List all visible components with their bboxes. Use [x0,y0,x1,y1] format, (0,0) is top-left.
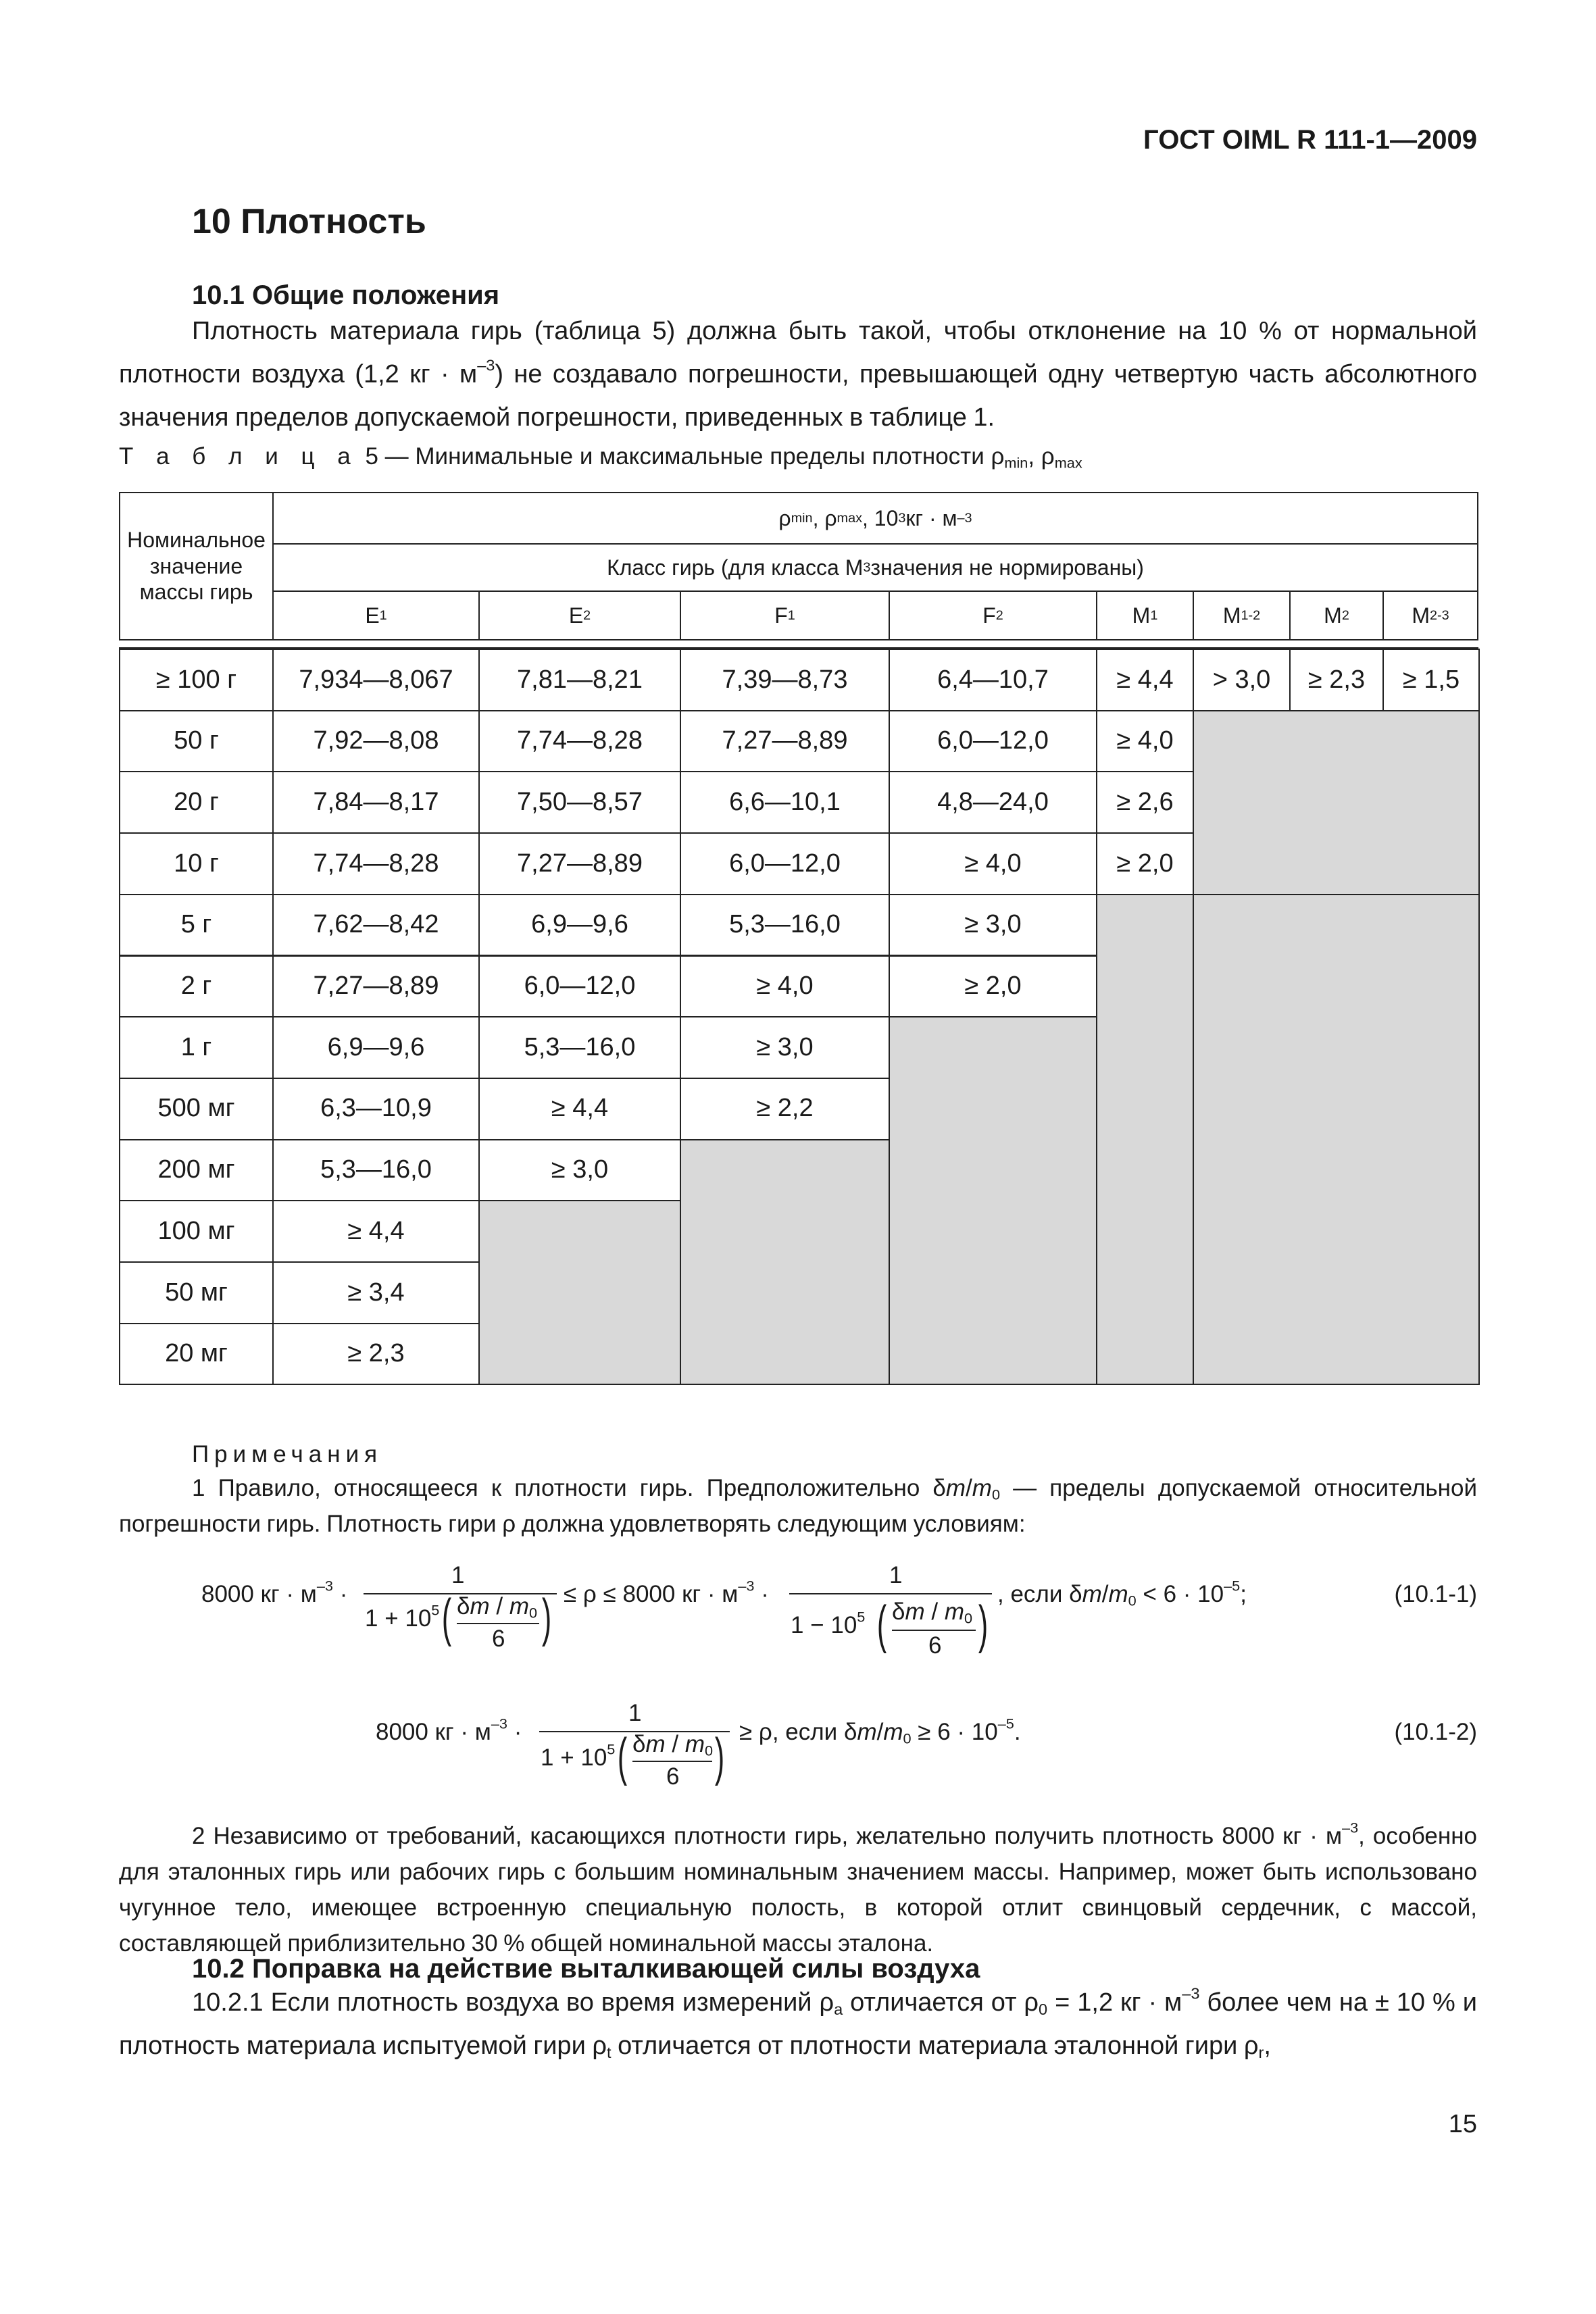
value-cell: 6,3—10,9 [272,1078,480,1140]
value-cell: 7,74—8,28 [272,832,480,895]
formula1-const-left: 8000 кг · $м^{-3}$ · [201,1577,348,1607]
class-e1: E 1 [272,590,480,640]
mass-cell: 50 г [119,710,274,773]
value-cell: ≥ 4,4 [272,1200,480,1263]
value-cell: 7,84—8,17 [272,771,480,834]
subsection-title-10-1: 10.1 Общие положения [192,280,500,310]
formula2-number: (10.1-2) [1394,1719,1477,1745]
value-cell: > 3,0 [1193,649,1291,711]
formula1-inner-num-right: δm / $m_0$ [892,1599,973,1627]
value-cell: ≥ 4,0 [889,832,1097,895]
value-cell: 7,50—8,57 [478,771,681,834]
header-nominal-mass: Номинальное значение массы гирь [119,492,274,640]
value-cell: 5,3—16,0 [272,1139,480,1202]
class-m1-2: M 1-2 [1193,590,1291,640]
value-cell: 7,934—8,067 [272,649,480,711]
value-cell: ≥ 4,0 [1096,710,1194,773]
mass-cell: 2 г [119,955,274,1018]
formula1-numerator-left: 1 [451,1562,465,1588]
subsection-title-10-2: 10.2 Поправка на действие выталкивающей силы воздуха [192,1954,980,1984]
value-cell: 4,8—24,0 [889,771,1097,834]
formula2-numerator: 1 [628,1700,642,1726]
formula1-inner-den-right: 6 [928,1632,942,1659]
value-cell: ≥ 3,0 [680,1016,890,1079]
standard-number: ГОСТ OIML R 111-1—2009 [1143,125,1477,155]
note-2: 2 Независимо от требований, касающихся плотности гирь, желательно получить плотность 8000 кг · $м^{-3}$, особенно для эталонных гирь или рабочих гирь с большим номинальным значением массы. Например, может быть использовано чугунное тело, имеющее встроенную специальную полость, в которой отлит свинцовый сердечник, с массой, составляющей приблизительно 30 % общей номинальной массы эталона. [119,1819,1477,1957]
mass-cell: 100 мг [119,1200,274,1263]
value-cell: 6,9—9,6 [478,894,681,957]
formula1-inner-den-left: 6 [492,1626,505,1652]
class-f1: F 1 [680,590,890,640]
formula2-denom: $1 + 10^5$ [541,1740,616,1771]
value-cell: ≥ 4,4 [478,1078,681,1140]
table-caption [119,443,1082,470]
value-cell: ≥ 3,0 [889,894,1097,957]
mass-cell: 20 г [119,771,274,834]
section-title: 10 Плотность [192,202,426,241]
formula2-condition: ≥ ρ, если $\delta m/m_0 \ge 6 \cdot 10^{-5}$. [739,1715,1021,1747]
class-e2: E 2 [478,590,681,640]
not-applicable-region [478,1200,681,1385]
class-m2-3: M 2-3 [1382,590,1478,640]
value-cell: ≥ 2,0 [889,955,1097,1018]
value-cell: 6,0—12,0 [478,955,681,1018]
value-cell: 5,3—16,0 [478,1016,681,1079]
density-table [119,492,1478,1403]
value-cell: 6,6—10,1 [680,771,890,834]
formula1-number: (10.1-1) [1394,1581,1477,1607]
mass-cell: 200 мг [119,1139,274,1202]
value-cell: 7,39—8,73 [680,649,890,711]
value-cell: 7,27—8,89 [272,955,480,1018]
table-caption-prefix: Т а б л и ц а [119,443,359,470]
not-applicable-region [1193,710,1480,895]
header-class: Класс гирь (для класса M 3 значения не нормированы) [272,543,1478,592]
not-applicable-region [1096,894,1194,1386]
class-f2: F 2 [889,590,1097,640]
formula1-condition: , если $\delta m/m_0 < 6 \cdot 10^{-5}$; [997,1577,1247,1609]
mass-cell: 1 г [119,1016,274,1079]
mass-cell: 10 г [119,832,274,895]
value-cell: 7,92—8,08 [272,710,480,773]
mass-cell: 20 мг [119,1323,274,1386]
value-cell: ≥ 3,0 [478,1139,681,1202]
value-cell: 5,3—16,0 [680,894,890,957]
value-cell: 7,27—8,89 [478,832,681,895]
value-cell: 7,27—8,89 [680,710,890,773]
formula1-denom-left: $1 + 10^5$ [365,1601,440,1632]
table-caption-text: 5 — Минимальные и максимальные пределы плотности $\rho_{min}$, $\rho_{max}$ [365,443,1082,472]
formula1-inner-num-left: δm / $m_0$ [457,1593,538,1621]
formula2-inner-den: 6 [666,1763,680,1790]
notes-caption: Примечания [192,1441,383,1467]
value-cell: 6,4—10,7 [889,649,1097,711]
mass-cell: 50 мг [119,1261,274,1324]
paragraph-10-2-1: 10.2.1 Если плотность воздуха во время измерений $\rho_a$ отличается от $\rho_0 = 1,2$ кг · $м^{-3}$ более чем на ± 10 % и плотность материала испытуемой гири $\rho_t$ отличается от плотности материала эталонной гири $\rho_r$, [119,1984,1477,2061]
value-cell: ≥ 2,3 [1289,649,1384,711]
mass-cell: 5 г [119,894,274,957]
formula1-middle: ≤ ρ ≤ 8000 кг · $м^{-3}$ · [564,1577,769,1607]
class-m1: M 1 [1096,590,1194,640]
mass-cell: ≥ 100 г [119,649,274,711]
formula1-denom-right: $1 - 10^5$ [791,1608,866,1638]
page-number: 15 [1448,2110,1477,2138]
formula2-inner-num: δm / $m_0$ [632,1731,714,1759]
value-cell: ≥ 4,4 [1096,649,1194,711]
paragraph-10-1: Плотность материала гирь (таблица 5) должна быть такой, чтобы отклонение на 10 % от нормальной плотности воздуха (1,2 кг · $м^{-3}$) не создавало погрешности, превышающей одну четвертую часть абсолютного значения пределов допускаемой погрешности, приведенных в таблице 1. [119,317,1478,432]
value-cell: 6,0—12,0 [889,710,1097,773]
value-cell: 6,0—12,0 [680,832,890,895]
value-cell: 7,81—8,21 [478,649,681,711]
value-cell: ≥ 2,2 [680,1078,890,1140]
value-cell: ≥ 3,4 [272,1261,480,1324]
class-m2: M 2 [1289,590,1384,640]
formula1-numerator-right: 1 [889,1562,903,1588]
not-applicable-region [680,1139,890,1386]
mass-cell: 500 мг [119,1078,274,1140]
value-cell: ≥ 2,6 [1096,771,1194,834]
value-cell: ≥ 2,0 [1096,832,1194,895]
header-density-units: ρ min , ρ max , 10 3 кг · м –3 [272,492,1478,545]
not-applicable-region [889,1016,1097,1385]
value-cell: 7,62—8,42 [272,894,480,957]
value-cell: ≥ 1,5 [1382,649,1480,711]
value-cell: ≥ 2,3 [272,1323,480,1386]
formula2-const: 8000 кг · $м^{-3}$ · [376,1715,522,1745]
value-cell: ≥ 4,0 [680,955,890,1018]
note-1: 1 Правило, относящееся к плотности гирь. Предположительно $\delta m/m_0$ — пределы допускаемой относительной погрешности гирь. Плотность гири ρ должна удовлетворять следующим условиям: [119,1475,1477,1537]
value-cell: 7,74—8,28 [478,710,681,773]
value-cell: 6,9—9,6 [272,1016,480,1079]
not-applicable-region [1193,894,1480,1386]
